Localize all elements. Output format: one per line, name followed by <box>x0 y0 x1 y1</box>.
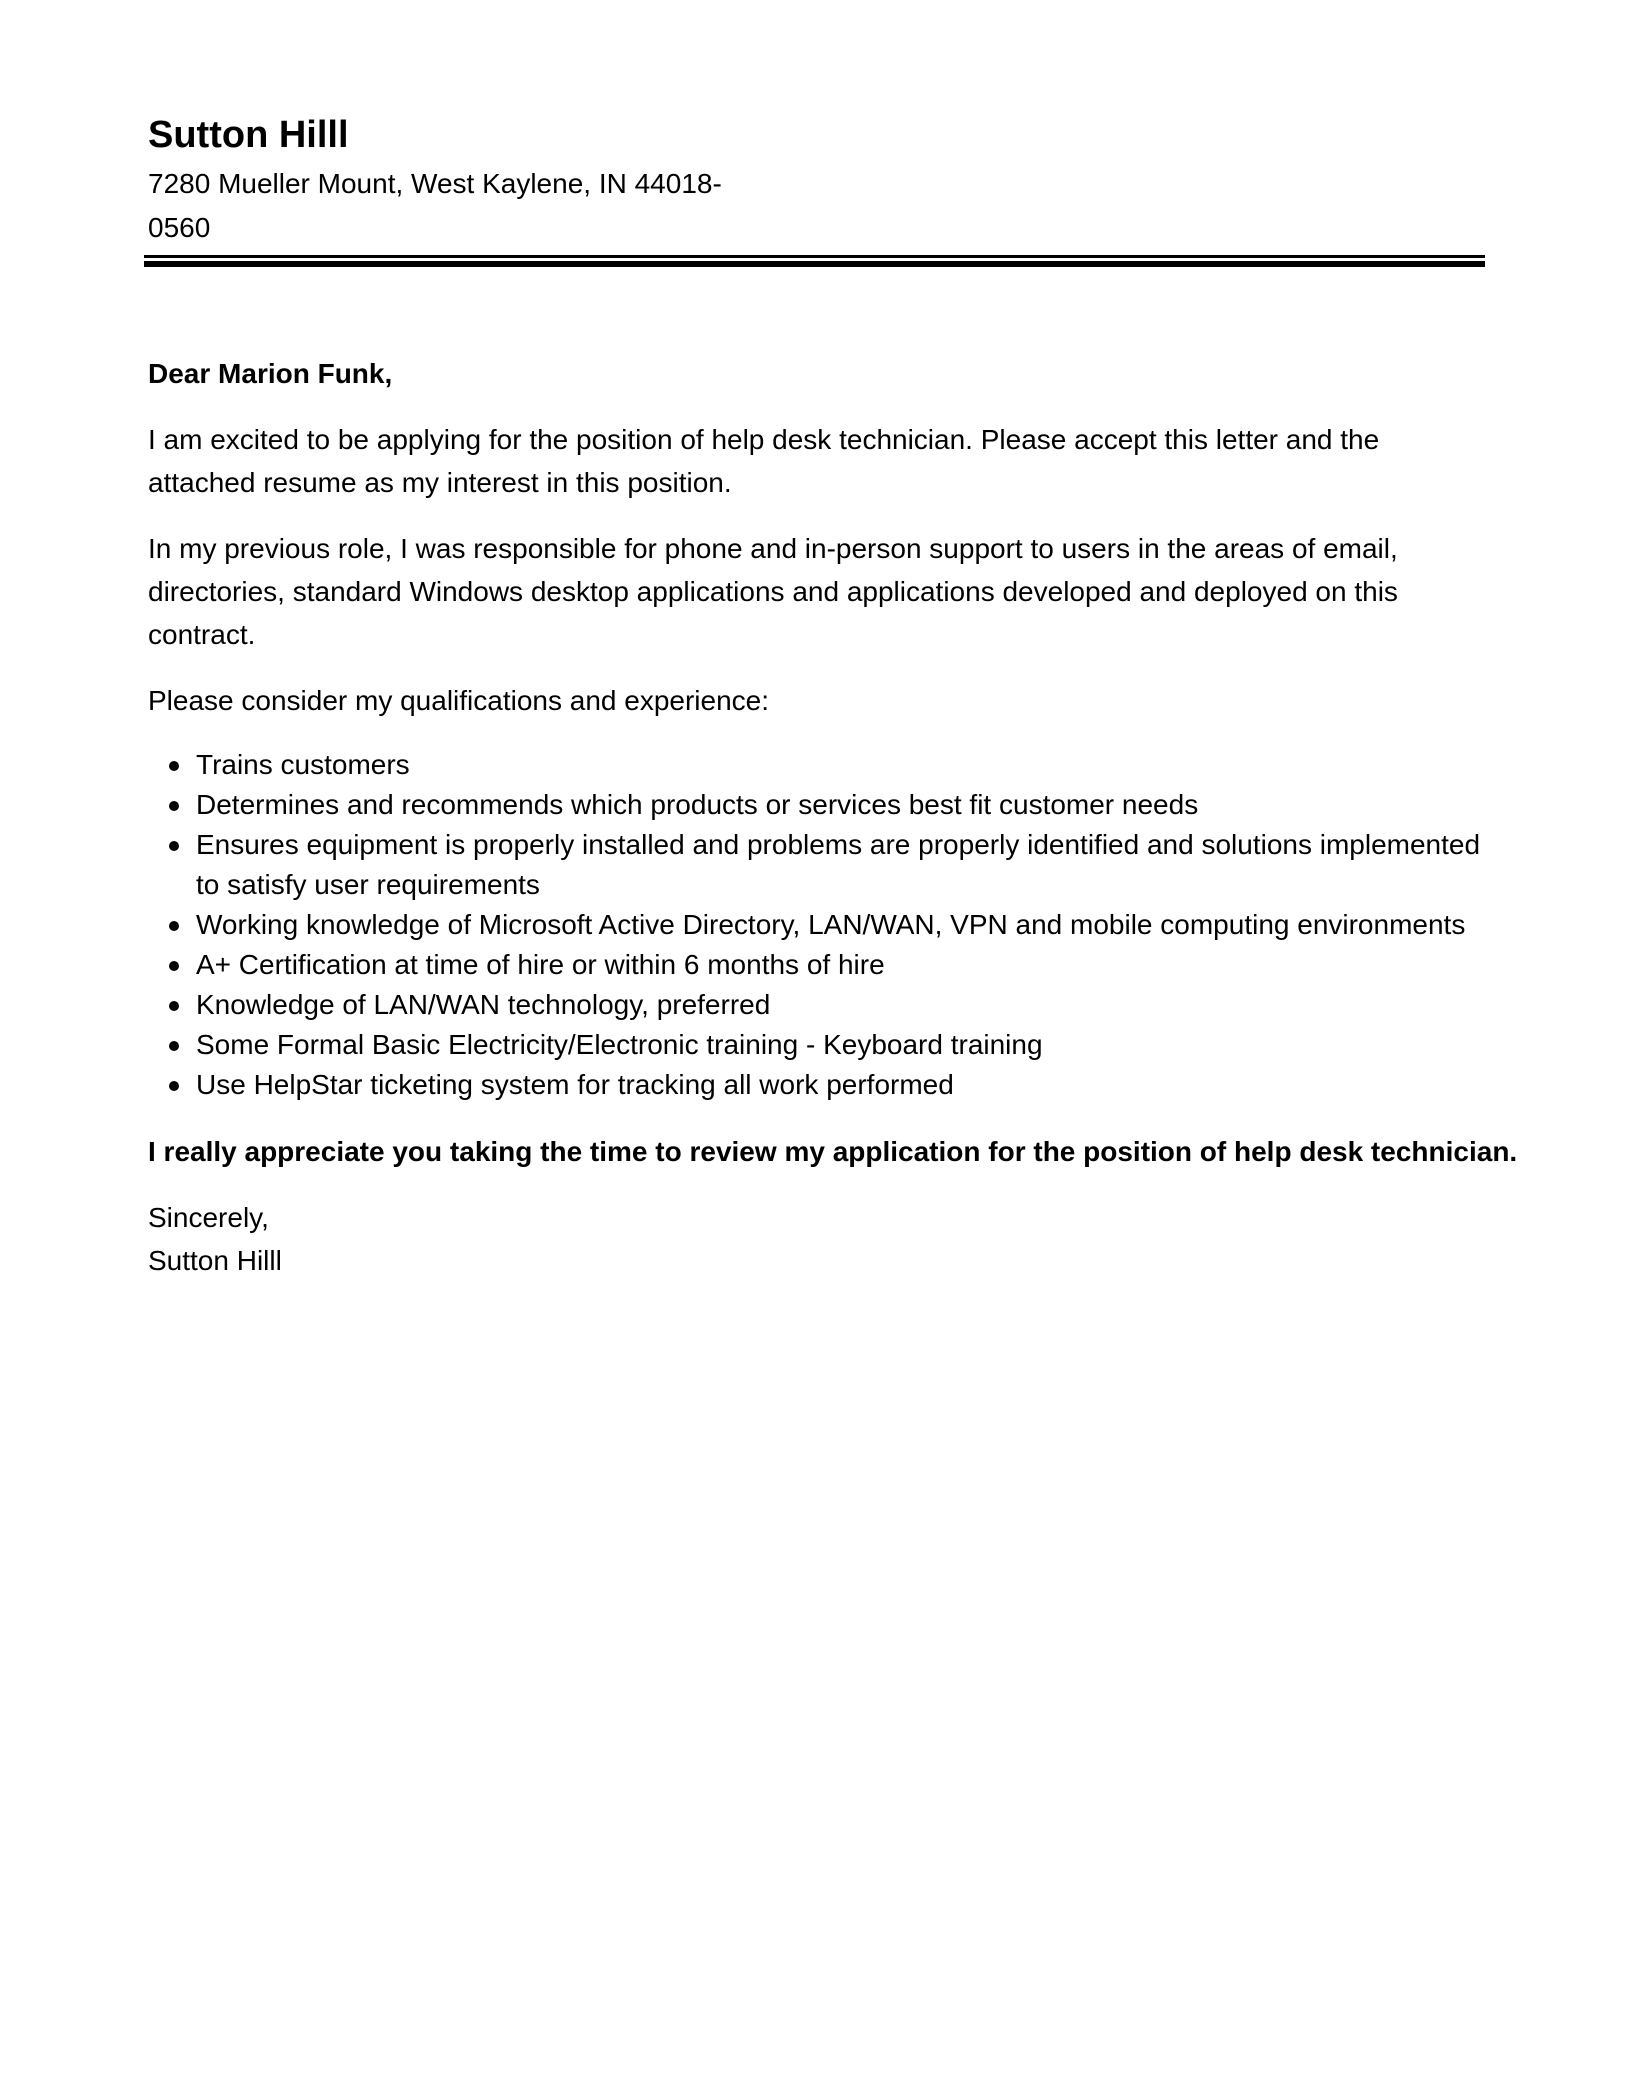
qualification-item <box>148 1025 1488 1065</box>
experience-paragraph: In my previous role, I was responsible for phone and in-person support to users in the areas of email, directories, standard Windows desktop applications and applications developed and deployed on this contract. <box>148 533 1398 650</box>
qualification-item <box>148 905 1488 945</box>
bullet-icon <box>169 801 179 811</box>
qualification-item <box>148 825 1488 905</box>
sender-address: 7280 Mueller Mount, West Kaylene, IN 44018-0560 <box>148 168 722 243</box>
divider-thick-line <box>144 261 1485 267</box>
letter-header <box>148 110 1488 250</box>
qualification-text: Working knowledge of Microsoft Active Directory, LAN/WAN, VPN and mobile computing environments <box>196 909 1466 940</box>
qualification-item <box>148 1065 1488 1105</box>
qualification-text: Trains customers <box>196 749 410 780</box>
qualification-item <box>148 745 1488 785</box>
qualification-item <box>148 785 1488 825</box>
qualification-text: Use HelpStar ticketing system for tracking all work performed <box>196 1069 954 1100</box>
qualification-text: Knowledge of LAN/WAN technology, preferred <box>196 989 771 1020</box>
bullet-icon <box>169 1081 179 1091</box>
qualification-item <box>148 945 1488 985</box>
bullet-icon <box>169 841 179 851</box>
signature-name: Sutton Hilll <box>148 1245 282 1276</box>
bullet-icon <box>169 761 179 771</box>
letter-body <box>148 352 1518 1282</box>
bullet-icon <box>169 961 179 971</box>
signoff: Sincerely, <box>148 1202 269 1233</box>
bullet-icon <box>169 1041 179 1051</box>
header-divider <box>144 255 1485 267</box>
qualification-item <box>148 985 1488 1025</box>
qualifications-list <box>148 745 1488 1105</box>
bullet-icon <box>169 921 179 931</box>
intro-paragraph: I am excited to be applying for the position of help desk technician. Please accept this letter and the attached resume as my interest in this position. <box>148 424 1380 498</box>
qualification-text: Ensures equipment is properly installed and problems are properly identified and solutions implemented to satisfy user requirements <box>196 829 1481 900</box>
qualification-text: Determines and recommends which products or services best fit customer needs <box>196 789 1199 820</box>
bullet-icon <box>169 1001 179 1011</box>
qualification-text: Some Formal Basic Electricity/Electronic training - Keyboard training <box>196 1029 1043 1060</box>
salutation: Dear Marion Funk, <box>148 358 393 389</box>
qualification-text: A+ Certification at time of hire or within 6 months of hire <box>196 949 885 980</box>
qualifications-intro: Please consider my qualifications and experience: <box>148 685 770 716</box>
sender-name: Sutton Hilll <box>148 114 349 156</box>
closing-statement: I really appreciate you taking the time to review my application for the position of help desk technician. <box>148 1136 1518 1167</box>
